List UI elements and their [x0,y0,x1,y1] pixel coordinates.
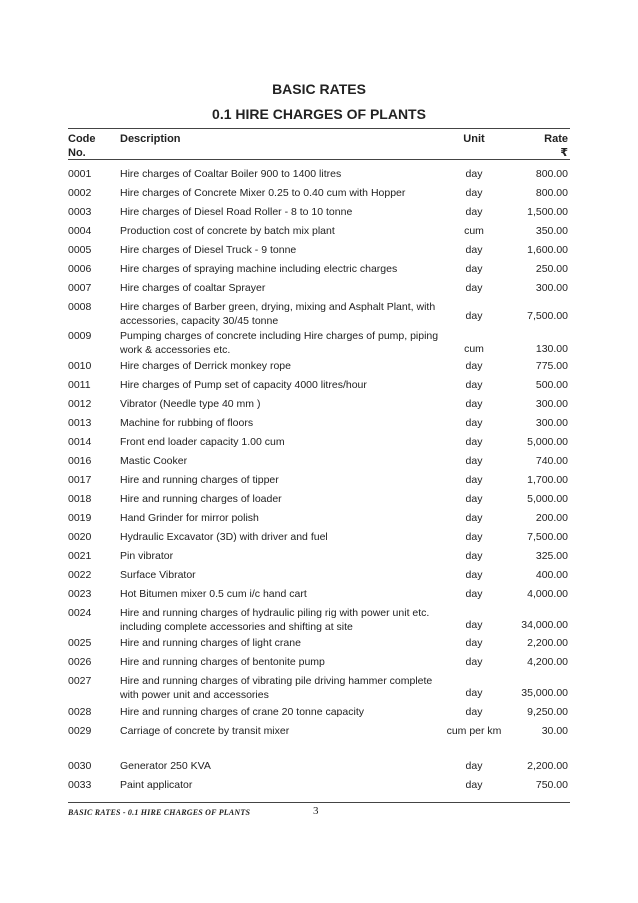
footer-rule [68,802,570,803]
table-top-rule [68,128,570,129]
row-description: Hire and running charges of tipper [120,474,279,486]
row-unit: day [465,244,483,256]
footer-caption: BASIC RATES - 0.1 HIRE CHARGES OF PLANTS [68,808,251,817]
row-rate: 350.00 [535,225,568,237]
column-header-description: Description [120,133,181,145]
row-unit: day [465,531,483,543]
row-unit: day [465,512,483,524]
column-header-code-label: Code No. [68,133,96,159]
row-rate: 300.00 [535,282,568,294]
row-code: 0020 [68,531,92,543]
row-description: Hire and running charges of hydraulic piling rig with power unit etc. including complete accessories and shifting at site [120,607,430,633]
row-unit: day [465,619,483,631]
row-description: Surface Vibrator [120,569,196,581]
row-code: 0009 [68,330,92,342]
row-rate: 7,500.00 [527,531,568,543]
row-unit: day [465,656,483,668]
row-rate: 4,000.00 [527,588,568,600]
row-code: 0016 [68,455,92,467]
row-unit: day [465,360,483,372]
row-code: 0006 [68,263,92,275]
row-code: 0003 [68,206,92,218]
row-code: 0026 [68,656,92,668]
row-rate: 9,250.00 [527,706,568,718]
row-code: 0027 [68,675,92,687]
row-rate: 4,200.00 [527,656,568,668]
row-unit: day [465,310,483,322]
row-rate: 775.00 [535,360,568,372]
row-code: 0004 [68,225,92,237]
row-rate: 250.00 [535,263,568,275]
column-header-code [68,132,102,160]
row-unit: day [465,760,483,772]
row-unit: day [465,455,483,467]
row-description: Hire and running charges of light crane [120,637,301,649]
row-description: Paint applicator [120,779,193,791]
row-code: 0024 [68,607,92,619]
row-description: Generator 250 KVA [120,760,211,772]
row-unit: day [465,493,483,505]
row-rate: 2,200.00 [527,637,568,649]
row-rate: 2,200.00 [527,760,568,772]
row-code: 0008 [68,301,92,313]
row-rate: 5,000.00 [527,493,568,505]
row-description: Hire charges of Diesel Truck - 9 tonne [120,244,297,256]
row-description: Hire charges of Barber green, drying, mixing and Asphalt Plant, with accessories, capacity 30/45 tonne [120,301,436,327]
row-code: 0022 [68,569,92,581]
row-rate: 1,500.00 [527,206,568,218]
row-code: 0012 [68,398,92,410]
row-code: 0029 [68,725,92,737]
row-description: Front end loader capacity 1.00 cum [120,436,285,448]
row-description: Hydraulic Excavator (3D) with driver and fuel [120,531,328,543]
row-unit: day [465,398,483,410]
column-header-rate-label: Rate [544,133,568,145]
row-description: Pin vibrator [120,550,174,562]
row-description: Hire charges of Diesel Road Roller - 8 to 10 tonne [120,206,353,218]
row-description: Mastic Cooker [120,455,188,467]
row-unit: day [465,417,483,429]
row-description: Hire and running charges of loader [120,493,282,505]
row-description: Hire charges of Pump set of capacity 4000 litres/hour [120,379,367,391]
row-code: 0018 [68,493,92,505]
page-number: 3 [313,805,319,817]
row-code: 0013 [68,417,92,429]
row-rate: 800.00 [535,187,568,199]
row-code: 0028 [68,706,92,718]
row-description: Hire charges of Coaltar Boiler 900 to 1400 litres [120,168,342,180]
column-header-unit: Unit [463,133,485,145]
row-rate: 200.00 [535,512,568,524]
row-code: 0019 [68,512,92,524]
row-rate: 300.00 [535,417,568,429]
row-code: 0017 [68,474,92,486]
row-unit: day [465,206,483,218]
row-description: Hire and running charges of vibrating pile driving hammer complete with power unit and accessories [120,675,433,701]
row-rate: 5,000.00 [527,436,568,448]
row-description: Pumping charges of concrete including Hire charges of pump, piping work & accessories etc. [120,330,439,356]
row-description: Production cost of concrete by batch mix plant [120,225,335,237]
row-code: 0001 [68,168,92,180]
row-unit: day [465,436,483,448]
section-title: 0.1 HIRE CHARGES OF PLANTS [212,106,426,122]
row-rate: 325.00 [535,550,568,562]
row-description: Hire charges of coaltar Sprayer [120,282,266,294]
row-unit: cum per km [446,725,502,737]
row-code: 0010 [68,360,92,372]
row-code: 0014 [68,436,92,448]
row-unit: cum [464,225,484,237]
row-code: 0011 [68,379,91,391]
row-rate: 7,500.00 [527,310,568,322]
row-rate: 300.00 [535,398,568,410]
row-description: Hot Bitumen mixer 0.5 cum i/c hand cart [120,588,307,600]
row-code: 0021 [68,550,92,562]
row-code: 0025 [68,637,92,649]
row-code: 0033 [68,779,92,791]
row-unit: day [465,168,483,180]
row-unit: day [465,474,483,486]
row-description: Vibrator (Needle type 40 mm ) [120,398,261,410]
row-code: 0005 [68,244,92,256]
row-unit: day [465,637,483,649]
row-unit: cum [464,343,484,355]
row-unit: day [465,779,483,791]
row-description: Hire charges of spraying machine including electric charges [120,263,398,275]
row-description: Hand Grinder for mirror polish [120,512,259,524]
row-unit: day [465,282,483,294]
row-unit: day [465,588,483,600]
row-rate: 35,000.00 [521,687,568,699]
row-description: Hire charges of Concrete Mixer 0.25 to 0.40 cum with Hopper [120,187,406,199]
row-rate: 740.00 [535,455,568,467]
row-unit: day [465,569,483,581]
row-unit: day [465,187,483,199]
row-code: 0002 [68,187,92,199]
table-header-rule [68,159,570,160]
row-unit: day [465,706,483,718]
row-rate: 800.00 [535,168,568,180]
row-code: 0023 [68,588,92,600]
row-unit: day [465,379,483,391]
row-rate: 30.00 [541,725,568,737]
row-description: Hire and running charges of bentonite pump [120,656,325,668]
row-code: 0030 [68,760,92,772]
row-description: Hire and running charges of crane 20 tonne capacity [120,706,364,718]
rupee-symbol: ₹ [560,147,568,159]
row-description: Hire charges of Derrick monkey rope [120,360,291,372]
column-header-rate [500,132,568,160]
row-rate: 1,700.00 [527,474,568,486]
row-unit: day [465,550,483,562]
row-rate: 34,000.00 [521,619,568,631]
row-unit: day [465,687,483,699]
row-rate: 500.00 [535,379,568,391]
row-description: Machine for rubbing of floors [120,417,254,429]
row-code: 0007 [68,282,92,294]
page-title: BASIC RATES [272,81,366,97]
row-rate: 400.00 [535,569,568,581]
row-rate: 750.00 [535,779,568,791]
row-rate: 130.00 [535,343,568,355]
row-description: Carriage of concrete by transit mixer [120,725,290,737]
row-unit: day [465,263,483,275]
row-rate: 1,600.00 [527,244,568,256]
